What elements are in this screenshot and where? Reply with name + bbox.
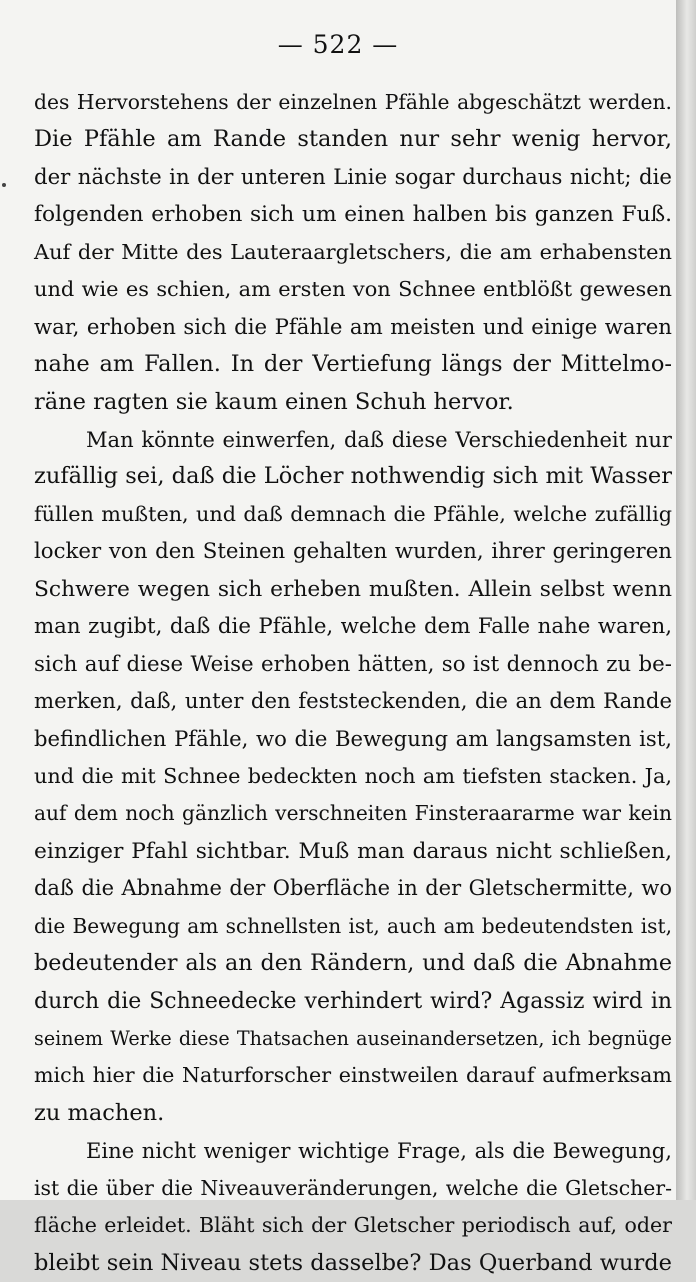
text-line: ist die über die Niveauveränderungen, welche die Gletscher- — [34, 1175, 672, 1200]
text-line: durch die Schneedecke verhindert wird? Agassiz wird in — [34, 988, 672, 1014]
text-line: der nächste in der unteren Linie sogar durchaus nicht; die — [34, 164, 672, 190]
text-line: und die mit Schnee bedeckten noch am tiefsten stacken. Ja, — [34, 763, 672, 788]
text-line: sich auf diese Weise erhoben hätten, so ist dennoch zu be- — [34, 651, 672, 677]
text-line: Die Pfähle am Rande standen nur sehr wenig hervor, — [34, 126, 672, 153]
text-line: merken, daß, unter den feststeckenden, die an dem Rande — [34, 689, 672, 714]
text-line: folgenden erhoben sich um einen halben bis ganzen Fuß. — [34, 202, 672, 228]
paragraph-first-line: Man könnte einwerfen, daß diese Verschiedenheit nur — [86, 426, 672, 452]
text-line: bedeutender als an den Rändern, und daß die Abnahme — [34, 950, 672, 977]
text-line: einziger Pfahl sichtbar. Muß man daraus nicht schließen, — [34, 838, 672, 864]
text-line: fläche erleidet. Bläht sich der Gletscher periodisch auf, oder — [34, 1213, 672, 1238]
text-line: nahe am Fallen. In der Vertiefung längs der Mittelmo- — [34, 351, 672, 378]
text-line: räne ragten sie kaum einen Schuh hervor. — [34, 388, 514, 415]
text-line: zu machen. — [34, 1099, 165, 1126]
text-line: und wie es schien, am ersten von Schnee entblößt gewesen — [34, 277, 672, 302]
text-line: füllen mußten, und daß demnach die Pfähle, welche zufällig — [34, 501, 672, 526]
paragraph-first-line: Eine nicht weniger wichtige Frage, als die Bewegung, — [86, 1138, 672, 1164]
text-line: seinem Werke diese Thatsachen auseinandersetzen, ich begnüge — [34, 1026, 672, 1050]
text-line: locker von den Steinen gehalten wurden, ihrer geringeren — [34, 539, 672, 565]
text-line: mich hier die Naturforscher einstweilen darauf aufmerksam — [34, 1063, 672, 1088]
text-line: die Bewegung am schnellsten ist, auch am bedeutendsten ist, — [34, 913, 672, 938]
text-line: des Hervorstehens der einzelnen Pfähle abgeschätzt werden. — [34, 90, 672, 114]
margin-mark — [2, 183, 6, 187]
page-number: — 522 — — [277, 30, 399, 59]
text-line: man zugibt, daß die Pfähle, welche dem Falle nahe waren, — [34, 614, 672, 640]
page-edge-shadow — [676, 0, 696, 1200]
text-line: zufällig sei, daß die Löcher nothwendig sich mit Wasser — [34, 463, 672, 490]
text-line: war, erhoben sich die Pfähle am meisten und einige waren — [34, 314, 672, 340]
text-line: daß die Abnahme der Oberfläche in der Gletschermitte, wo — [34, 876, 672, 901]
text-line: Schwere wegen sich erheben mußten. Allein selbst wenn — [34, 576, 672, 602]
text-line: auf dem noch gänzlich verschneiten Finsteraararme war kein — [34, 801, 672, 826]
page-body-text — [34, 84, 672, 1282]
text-line: bleibt sein Niveau stets dasselbe? Das Querband wurde — [34, 1249, 672, 1276]
text-line: befindlichen Pfähle, wo die Bewegung am langsamsten ist, — [34, 726, 672, 752]
text-line: Auf der Mitte des Lauteraargletschers, die am erhabensten — [34, 239, 672, 264]
